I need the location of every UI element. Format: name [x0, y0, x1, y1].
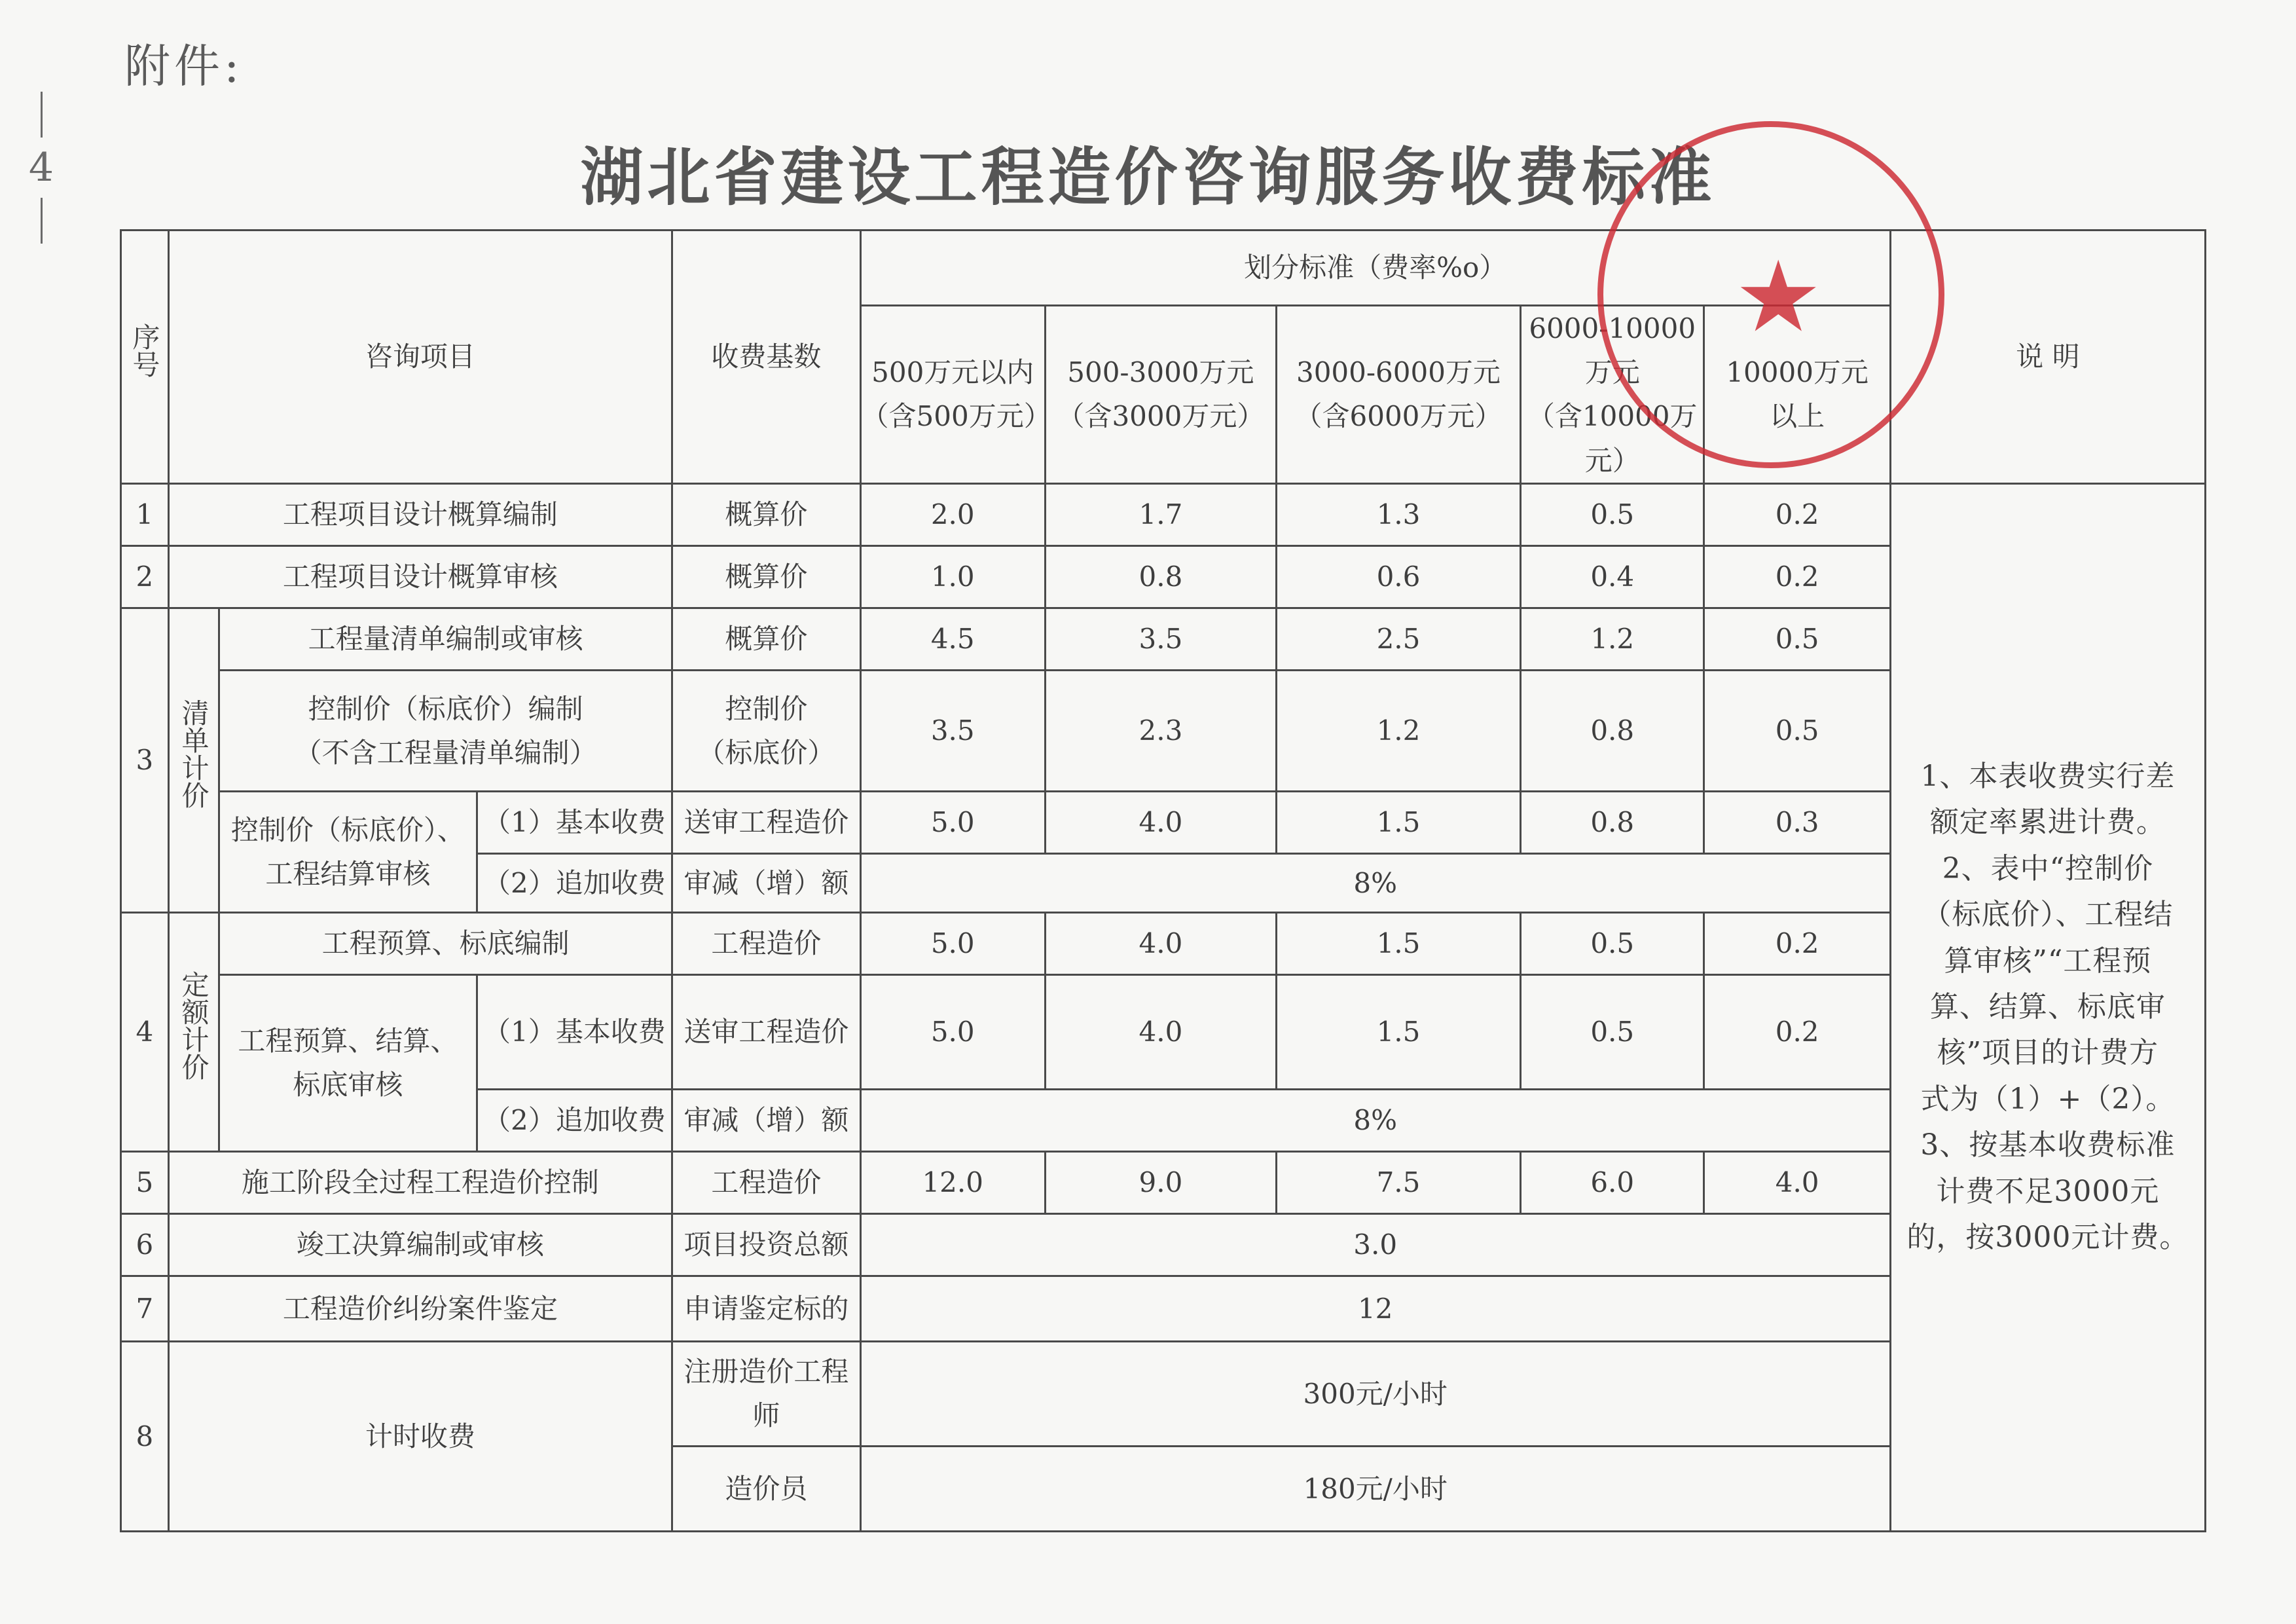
row-seq: 4	[121, 912, 169, 1151]
row-base: 送审工程造价	[672, 974, 860, 1089]
header-tier-2	[1045, 306, 1276, 484]
rate-cell: 6.0	[1521, 1151, 1704, 1213]
rate-cell: 12.0	[860, 1151, 1045, 1213]
rate-cell: 0.5	[1704, 670, 1890, 791]
rate-cell: 0.3	[1704, 791, 1890, 853]
row-item-line2: （不含工程量清单编制）	[294, 736, 597, 769]
row-item	[219, 791, 477, 912]
header-base: 收费基数	[672, 231, 860, 484]
notes-line: （标底价）、工程结	[1922, 898, 2174, 932]
row-base: 送审工程造价	[672, 791, 860, 853]
row-item	[219, 974, 477, 1151]
tier-3-line1: 3000-6000万元	[1296, 356, 1501, 389]
rate-cell: 0.2	[1704, 974, 1890, 1089]
rate-cell: 0.8	[1045, 545, 1276, 608]
rate-cell: 0.2	[1704, 483, 1890, 545]
group-label-text: 定额计价	[177, 970, 210, 1081]
row-base: 概算价	[672, 545, 860, 608]
rate-merged: 3.0	[860, 1213, 1890, 1276]
row-item: 计时收费	[168, 1341, 672, 1531]
rate-cell: 2.0	[860, 483, 1045, 545]
row-base: 审减（增）额	[672, 853, 860, 912]
rate-cell: 4.0	[1045, 974, 1276, 1089]
rate-merged: 8%	[860, 853, 1890, 912]
rate-merged: 8%	[860, 1089, 1890, 1151]
row-seq: 1	[121, 483, 169, 545]
rate-cell: 3.5	[1045, 608, 1276, 670]
fee-standard-table	[120, 229, 2206, 1532]
header-rate-group: 划分标准（费率%o）	[860, 231, 1890, 306]
rate-cell: 3.5	[860, 670, 1045, 791]
rate-cell: 9.0	[1045, 1151, 1276, 1213]
row-group-label	[168, 912, 219, 1151]
tier-5-line1: 10000万元	[1726, 356, 1868, 389]
row-base: 项目投资总额	[672, 1213, 860, 1276]
tier-1-line2: （含500万元）	[861, 400, 1051, 433]
rate-cell: 0.2	[1704, 545, 1890, 608]
annex-label: 附件:	[124, 39, 244, 93]
tier-1-line1: 500万元以内	[871, 356, 1034, 389]
rate-cell: 7.5	[1276, 1151, 1520, 1213]
row-group-label	[168, 608, 219, 912]
header-notes: 说 明	[1890, 231, 2205, 484]
rate-cell: 1.7	[1045, 483, 1276, 545]
row-base: 工程造价	[672, 912, 860, 974]
notes-line: 3、按基本收费标准	[1920, 1128, 2176, 1162]
row-base: 审减（增）额	[672, 1089, 860, 1151]
row-item: 工程项目设计概算审核	[168, 545, 672, 608]
header-tier-5	[1704, 306, 1890, 484]
table-row	[121, 483, 2206, 545]
rate-cell: 0.8	[1521, 670, 1704, 791]
rate-cell: 5.0	[860, 974, 1045, 1089]
tier-4-line2: （含10000万元）	[1527, 400, 1698, 477]
row-base: 申请鉴定标的	[672, 1276, 860, 1341]
rate-cell: 1.5	[1276, 791, 1520, 853]
rate-cell: 0.4	[1521, 545, 1704, 608]
rate-cell: 4.0	[1045, 912, 1276, 974]
row-seq: 8	[121, 1341, 169, 1531]
row-base: 造价员	[672, 1446, 860, 1531]
group-label-text: 清单计价	[177, 699, 210, 809]
rate-cell: 0.2	[1704, 912, 1890, 974]
rate-cell: 1.3	[1276, 483, 1520, 545]
rate-merged: 12	[860, 1276, 1890, 1341]
rate-cell: 0.5	[1521, 912, 1704, 974]
notes-line: 核”项目的计费方	[1937, 1036, 2159, 1070]
row-item: 工程量清单编制或审核	[219, 608, 672, 670]
rate-cell: 4.5	[860, 608, 1045, 670]
row-seq: 6	[121, 1213, 169, 1276]
row-seq: 5	[121, 1151, 169, 1213]
rate-cell: 1.5	[1276, 974, 1520, 1089]
row-base: 工程造价	[672, 1151, 860, 1213]
header-seq-text: 序号	[128, 323, 161, 378]
row-item-line1: 工程预算、结算、	[238, 1025, 458, 1058]
notes-line: 计费不足3000元	[1936, 1174, 2160, 1208]
row-item-line2: 工程结算审核	[265, 857, 431, 890]
notes-cell	[1890, 483, 2205, 1531]
rate-cell: 0.5	[1704, 608, 1890, 670]
row-item-line2: 标底审核	[293, 1069, 403, 1101]
rate-cell: 4.0	[1045, 791, 1276, 853]
tier-2-line1: 500-3000万元	[1067, 356, 1254, 389]
rate-cell: 0.5	[1521, 974, 1704, 1089]
rate-cell: 1.0	[860, 545, 1045, 608]
row-base: 概算价	[672, 483, 860, 545]
row-base-line1: 控制价	[725, 692, 808, 725]
rate-cell: 1.2	[1521, 608, 1704, 670]
tier-4-line1: 6000-10000万元	[1529, 312, 1696, 389]
rate-cell: 0.8	[1521, 791, 1704, 853]
row-item: 工程预算、标底编制	[219, 912, 672, 974]
row-item: 工程项目设计概算编制	[168, 483, 672, 545]
row-subitem: （2）追加收费	[477, 853, 672, 912]
rate-merged: 180元/小时	[860, 1446, 1890, 1531]
notes-line: 额定率累进计费。	[1929, 805, 2166, 840]
rate-cell: 5.0	[860, 912, 1045, 974]
rate-cell: 1.5	[1276, 912, 1520, 974]
rate-cell: 2.3	[1045, 670, 1276, 791]
rate-cell: 0.6	[1276, 545, 1520, 608]
row-item: 竣工决算编制或审核	[168, 1213, 672, 1276]
document-title: 湖北省建设工程造价咨询服务收费标准	[580, 140, 1716, 214]
header-tier-3	[1276, 306, 1520, 484]
header-row-1	[121, 231, 2206, 306]
row-subitem: （1）基本收费	[477, 974, 672, 1089]
rate-cell: 1.2	[1276, 670, 1520, 791]
header-item: 咨询项目	[168, 231, 672, 484]
row-seq: 3	[121, 608, 169, 912]
header-tier-4	[1521, 306, 1704, 484]
header-seq	[121, 231, 169, 484]
rate-cell: 0.5	[1521, 483, 1704, 545]
notes-line: 的，按3000元计费。	[1906, 1221, 2189, 1254]
row-base	[672, 670, 860, 791]
row-item: 施工阶段全过程工程造价控制	[168, 1151, 672, 1213]
notes-line: 式为（1）+（2）。	[1920, 1082, 2176, 1116]
row-subitem: （1）基本收费	[477, 791, 672, 853]
tier-2-line2: （含3000万元）	[1057, 400, 1265, 433]
row-base-line2: （标底价）	[697, 736, 835, 769]
row-subitem: （2）追加收费	[477, 1089, 672, 1151]
row-seq: 2	[121, 545, 169, 608]
row-item: 工程造价纠纷案件鉴定	[168, 1276, 672, 1341]
rate-merged: 300元/小时	[860, 1341, 1890, 1446]
row-item-line1: 控制价（标底价）、	[230, 813, 465, 846]
rate-cell: 2.5	[1276, 608, 1520, 670]
notes-line: 1、本表收费实行差	[1920, 760, 2176, 794]
row-base: 注册造价工程师	[672, 1341, 860, 1446]
row-item	[219, 670, 672, 791]
notes-line: 2、表中“控制价	[1942, 851, 2154, 885]
rate-cell: 5.0	[860, 791, 1045, 853]
notes-line: 算、结算、标底审	[1929, 990, 2166, 1024]
notes-line: 算审核”“工程预	[1944, 944, 2152, 978]
tier-5-line2: 以上	[1770, 400, 1825, 433]
row-base: 概算价	[672, 608, 860, 670]
page-number-value: 4	[28, 145, 54, 191]
tier-3-line2: （含6000万元）	[1294, 400, 1503, 433]
row-item-line1: 控制价（标底价）编制	[308, 692, 583, 725]
seal-star-icon: ★	[1734, 240, 1823, 354]
row-seq: 7	[121, 1276, 169, 1341]
rate-cell: 4.0	[1704, 1151, 1890, 1213]
header-tier-1	[860, 306, 1051, 484]
